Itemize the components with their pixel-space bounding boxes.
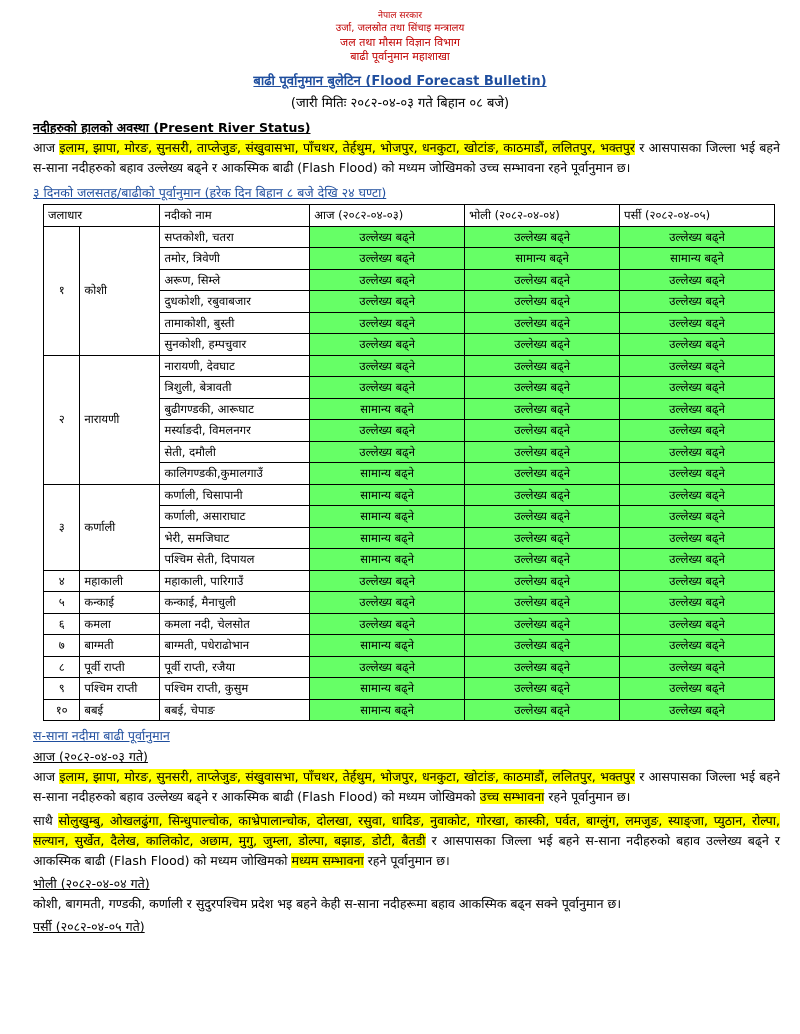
tomorrow-label — [33, 875, 800, 892]
forecast-tomorrow-cell: उल्लेख्य बढ्ने — [465, 420, 620, 442]
forecast-tomorrow-cell: उल्लेख्य बढ्ने — [465, 656, 620, 678]
forecast-tomorrow-cell: सामान्य बढ्ने — [465, 248, 620, 270]
forecast-tomorrow-cell: उल्लेख्य बढ्ने — [465, 269, 620, 291]
basin-name: कोशी — [80, 226, 160, 355]
col-tomorrow: भोली (२०८२-०४-०४) — [465, 205, 620, 227]
forecast-dayafter-cell: उल्लेख्य बढ्ने — [620, 570, 775, 592]
forecast-tomorrow-cell: उल्लेख्य बढ्ने — [465, 291, 620, 313]
river-station: कालिगण्डकी,कुमालगाउँ — [160, 463, 310, 485]
header-line-govt: नेपाल सरकार — [377, 11, 423, 21]
forecast-row — [44, 635, 775, 657]
forecast-dayafter-cell: उल्लेख्य बढ्ने — [620, 549, 775, 571]
forecast-today-cell: उल्लेख्य बढ्ने — [310, 420, 465, 442]
forecast-tomorrow-cell: उल्लेख्य बढ्ने — [465, 355, 620, 377]
basin-name: पूर्वी राप्ती — [80, 656, 160, 678]
also-districts: सोलुखुम्बु, ओखलढुंगा, सिन्धुपाल्चोक, काभ्रेपालान्चोक, दोलखा, रसुवा, धादिङ, नुवाकोट, गोरखा, कास्की, पर्वत, बाग्लुंग, लमजुङ, स्याङ्जा, प्युठान, रोल्पा, सल्यान, सुर्खेत, दैलेख, कालिकोट, अछाम, मुगु, जुम्ला, डोल्पा, बझाङ, डोटी, बैतडी — [33, 813, 780, 849]
present-status-suffix: र आसपासका जिल्ला भई बहने स-साना नदीहरुको बहाव उल्लेख्य बढ्ने र आकस्मिक बाढी (Flash Flood) को मध्यम जोखिमको उच्च सम्भावना रहने पूर्वानुमान छ। — [33, 140, 780, 176]
river-station: बाग्मती, पधेराढोभान — [160, 635, 310, 657]
forecast-tomorrow-cell: उल्लेख्य बढ्ने — [465, 463, 620, 485]
also-medium-probability: मध्यम सम्भावना — [291, 853, 364, 869]
today-high-probability: उच्च सम्भावना — [479, 789, 545, 805]
forecast-tomorrow-cell: उल्लेख्य बढ्ने — [465, 549, 620, 571]
river-station: दुधकोशी, रबुवाबजार — [160, 291, 310, 313]
basin-name: बाग्मती — [80, 635, 160, 657]
forecast-dayafter-cell: उल्लेख्य बढ्ने — [620, 420, 775, 442]
forecast-dayafter-cell: उल्लेख्य बढ्ने — [620, 334, 775, 356]
river-station: तमोर, त्रिवेणी — [160, 248, 310, 270]
basin-name: कर्णाली — [80, 484, 160, 570]
forecast-table-header — [44, 205, 775, 227]
forecast-row — [44, 613, 775, 635]
col-basin: जलाधार — [44, 205, 160, 227]
issue-date: (जारी मितिः २०८२-०४-०३ गते बिहान ०८ बजे) — [290, 96, 510, 112]
forecast-dayafter-cell: उल्लेख्य बढ्ने — [620, 226, 775, 248]
forecast-today-cell: उल्लेख्य बढ्ने — [310, 269, 465, 291]
forecast-dayafter-cell: उल्लेख्य बढ्ने — [620, 592, 775, 614]
forecast-today-cell: सामान्य बढ्ने — [310, 398, 465, 420]
forecast-dayafter-cell: उल्लेख्य बढ्ने — [620, 506, 775, 528]
river-station: बुढीगण्डकी, आरूघाट — [160, 398, 310, 420]
river-station: तामाकोशी, बुस्ती — [160, 312, 310, 334]
also-prefix: साथै — [33, 813, 53, 829]
forecast-tomorrow-cell: उल्लेख्य बढ्ने — [465, 334, 620, 356]
forecast-today-cell: उल्लेख्य बढ्ने — [310, 291, 465, 313]
header-line-department: जल तथा मौसम विज्ञान विभाग — [340, 35, 460, 49]
river-station: मर्स्याङदी, विमलनगर — [160, 420, 310, 442]
forecast-today-cell: सामान्य बढ्ने — [310, 635, 465, 657]
forecast-today-cell: सामान्य बढ्ने — [310, 463, 465, 485]
forecast-tomorrow-cell: उल्लेख्य बढ्ने — [465, 635, 620, 657]
header-line-division: बाढी पूर्वानुमान महाशाखा — [350, 50, 450, 64]
bulletin-title-text: बाढी पूर्वानुमान बुलेटिन (Flood Forecast Bulletin) — [253, 74, 547, 90]
tomorrow-label-text: भोली (२०८२-०४-०४ गते) — [33, 876, 150, 892]
forecast-row — [44, 699, 775, 721]
basin-number: ९ — [44, 678, 80, 700]
forecast-tomorrow-cell: उल्लेख्य बढ्ने — [465, 613, 620, 635]
river-station: कर्णाली, चिसापानी — [160, 484, 310, 506]
today-prefix: आज — [33, 769, 56, 785]
forecast-today-cell: उल्लेख्य बढ्ने — [310, 377, 465, 399]
basin-name: महाकाली — [80, 570, 160, 592]
river-station: सुनकोशी, हम्पचुवार — [160, 334, 310, 356]
river-station: भेरी, समजिघाट — [160, 527, 310, 549]
present-status-heading: नदीहरुको हालको अवस्था (Present River Status) — [33, 120, 311, 136]
forecast-tomorrow-cell: उल्लेख्य बढ्ने — [465, 398, 620, 420]
today-paragraph — [33, 767, 780, 807]
forecast-tomorrow-cell: उल्लेख्य बढ्ने — [465, 592, 620, 614]
dayafter-label — [33, 918, 800, 935]
header-line-ministry: उर्जा, जलस्रोत तथा सिंचाइ मन्त्रालय — [335, 23, 465, 35]
forecast-today-cell: सामान्य बढ्ने — [310, 699, 465, 721]
river-station: पश्चिम सेती, दिपायल — [160, 549, 310, 571]
dayafter-label-text: पर्सी (२०८२-०४-०५ गते) — [33, 919, 145, 935]
river-station: बबई, चेपाङ — [160, 699, 310, 721]
forecast-today-cell: सामान्य बढ्ने — [310, 506, 465, 528]
forecast-dayafter-cell: उल्लेख्य बढ्ने — [620, 656, 775, 678]
col-dayafter: पर्सी (२०८२-०४-०५) — [620, 205, 775, 227]
basin-number: १ — [44, 226, 80, 355]
forecast-today-cell: उल्लेख्य बढ्ने — [310, 355, 465, 377]
basin-number: २ — [44, 355, 80, 484]
present-status-paragraph — [33, 138, 780, 178]
forecast-dayafter-cell: उल्लेख्य बढ्ने — [620, 312, 775, 334]
small-rivers-heading — [33, 727, 800, 744]
tomorrow-paragraph: कोशी, बागमती, गण्डकी, कर्णाली र सुदुरपश्चिम प्रदेश भइ बहने केही स-साना नदीहरूमा बहाव आकस्मिक बढ्न सक्ने पूर्वानुमान छ। — [33, 896, 622, 912]
forecast-today-cell: उल्लेख्य बढ्ने — [310, 226, 465, 248]
also-paragraph — [33, 811, 780, 871]
river-station: कन्काई, मैनाचुली — [160, 592, 310, 614]
forecast-tomorrow-cell: उल्लेख्य बढ्ने — [465, 226, 620, 248]
forecast-dayafter-cell: उल्लेख्य बढ्ने — [620, 699, 775, 721]
basin-number: ६ — [44, 613, 80, 635]
river-station: सेती, दमौली — [160, 441, 310, 463]
forecast-dayafter-cell: उल्लेख्य बढ्ने — [620, 678, 775, 700]
present-status-prefix: आज — [33, 140, 56, 156]
basin-number: १० — [44, 699, 80, 721]
forecast-table — [43, 204, 775, 721]
col-today: आज (२०८२-०४-०३) — [310, 205, 465, 227]
basin-number: ५ — [44, 592, 80, 614]
basin-number: ८ — [44, 656, 80, 678]
forecast-today-cell: सामान्य बढ्ने — [310, 678, 465, 700]
forecast-tomorrow-cell: उल्लेख्य बढ्ने — [465, 678, 620, 700]
forecast-tomorrow-cell: उल्लेख्य बढ्ने — [465, 506, 620, 528]
forecast-dayafter-cell: सामान्य बढ्ने — [620, 248, 775, 270]
forecast-row — [44, 355, 775, 377]
basin-number: ४ — [44, 570, 80, 592]
forecast-today-cell: उल्लेख्य बढ्ने — [310, 656, 465, 678]
forecast-dayafter-cell: उल्लेख्य बढ्ने — [620, 613, 775, 635]
forecast-row — [44, 570, 775, 592]
forecast-row — [44, 226, 775, 248]
basin-name: कमला — [80, 613, 160, 635]
also-mid: र आसपासका जिल्ला भई बहने स-साना नदीहरुको बहाव उल्लेख्य बढ्ने र आकस्मिक बाढी (Flash Flood) को मध्यम जोखिमको — [33, 833, 780, 869]
present-status-districts: इलाम, झापा, मोरङ, सुनसरी, ताप्लेजुङ, संखुवासभा, पाँचथर, तेर्हथुम, भोजपुर, धनकुटा, खोटांङ, काठमाडौं, ललितपुर, भक्तपुर — [59, 140, 635, 156]
col-river: नदीको नाम — [160, 205, 310, 227]
basin-name: पश्चिम राप्ती — [80, 678, 160, 700]
river-station: कमला नदी, चेलसोत — [160, 613, 310, 635]
river-station: महाकाली, पारिगाउँ — [160, 570, 310, 592]
today-mid: र आसपासका जिल्ला भई बहने स-साना नदीहरुको बहाव उल्लेख्य बढ्ने र आकस्मिक बाढी (Flash Flood) को मध्यम जोखिमको — [33, 769, 780, 805]
forecast-dayafter-cell: उल्लेख्य बढ्ने — [620, 291, 775, 313]
basin-name: नारायणी — [80, 355, 160, 484]
forecast-table-body — [44, 226, 775, 721]
forecast-tomorrow-cell: उल्लेख्य बढ्ने — [465, 699, 620, 721]
forecast-today-cell: उल्लेख्य बढ्ने — [310, 570, 465, 592]
river-station: त्रिशुली, बेत्रावती — [160, 377, 310, 399]
forecast-today-cell: सामान्य बढ्ने — [310, 527, 465, 549]
basin-name: बबई — [80, 699, 160, 721]
forecast-tomorrow-cell: उल्लेख्य बढ्ने — [465, 377, 620, 399]
forecast-tomorrow-cell: उल्लेख्य बढ्ने — [465, 484, 620, 506]
forecast-row — [44, 592, 775, 614]
today-label-text: आज (२०८२-०४-०३ गते) — [33, 749, 148, 765]
forecast-row — [44, 484, 775, 506]
forecast-today-cell: उल्लेख्य बढ्ने — [310, 334, 465, 356]
small-rivers-heading-text: स-साना नदीमा बाढी पूर्वानुमान — [33, 728, 170, 744]
forecast-today-cell: उल्लेख्य बढ्ने — [310, 592, 465, 614]
forecast-dayafter-cell: उल्लेख्य बढ्ने — [620, 377, 775, 399]
forecast-tomorrow-cell: उल्लेख्य बढ्ने — [465, 441, 620, 463]
forecast-dayafter-cell: उल्लेख्य बढ्ने — [620, 635, 775, 657]
forecast-row — [44, 678, 775, 700]
forecast-dayafter-cell: उल्लेख्य बढ्ने — [620, 355, 775, 377]
forecast-today-cell: सामान्य बढ्ने — [310, 549, 465, 571]
river-station: पश्चिम राप्ती, कुसुम — [160, 678, 310, 700]
forecast-tomorrow-cell: उल्लेख्य बढ्ने — [465, 570, 620, 592]
forecast-tomorrow-cell: उल्लेख्य बढ्ने — [465, 527, 620, 549]
forecast-heading: ३ दिनको जलसतह/बाढीको पूर्वानुमान (हरेक दिन बिहान ८ बजे देखि २४ घण्टा) — [33, 185, 387, 201]
forecast-today-cell: सामान्य बढ्ने — [310, 484, 465, 506]
river-station: अरूण, सिम्ले — [160, 269, 310, 291]
today-districts: इलाम, झापा, मोरङ, सुनसरी, ताप्लेजुङ, संखुवासभा, पाँचथर, तेर्हथुम, भोजपुर, धनकुटा, खोटांङ, काठमाडौं, ललितपुर, भक्तपुर — [59, 769, 635, 785]
river-station: नारायणी, देवघाट — [160, 355, 310, 377]
forecast-tomorrow-cell: उल्लेख्य बढ्ने — [465, 312, 620, 334]
forecast-dayafter-cell: उल्लेख्य बढ्ने — [620, 398, 775, 420]
forecast-today-cell: उल्लेख्य बढ्ने — [310, 613, 465, 635]
basin-number: ३ — [44, 484, 80, 570]
bulletin-title — [0, 71, 800, 89]
river-station: कर्णाली, असाराघाट — [160, 506, 310, 528]
river-station: सप्तकोशी, चतरा — [160, 226, 310, 248]
forecast-dayafter-cell: उल्लेख्य बढ्ने — [620, 484, 775, 506]
also-end: रहने पूर्वानुमान छ। — [367, 853, 450, 869]
river-station: पूर्वी राप्ती, रजैया — [160, 656, 310, 678]
forecast-dayafter-cell: उल्लेख्य बढ्ने — [620, 463, 775, 485]
forecast-dayafter-cell: उल्लेख्य बढ्ने — [620, 441, 775, 463]
forecast-today-cell: उल्लेख्य बढ्ने — [310, 248, 465, 270]
government-header — [0, 0, 800, 65]
forecast-today-cell: उल्लेख्य बढ्ने — [310, 441, 465, 463]
today-end: रहने पूर्वानुमान छ। — [548, 789, 631, 805]
forecast-row — [44, 656, 775, 678]
basin-name: कन्काई — [80, 592, 160, 614]
forecast-today-cell: उल्लेख्य बढ्ने — [310, 312, 465, 334]
today-label — [33, 748, 800, 765]
forecast-dayafter-cell: उल्लेख्य बढ्ने — [620, 269, 775, 291]
forecast-dayafter-cell: उल्लेख्य बढ्ने — [620, 527, 775, 549]
basin-number: ७ — [44, 635, 80, 657]
